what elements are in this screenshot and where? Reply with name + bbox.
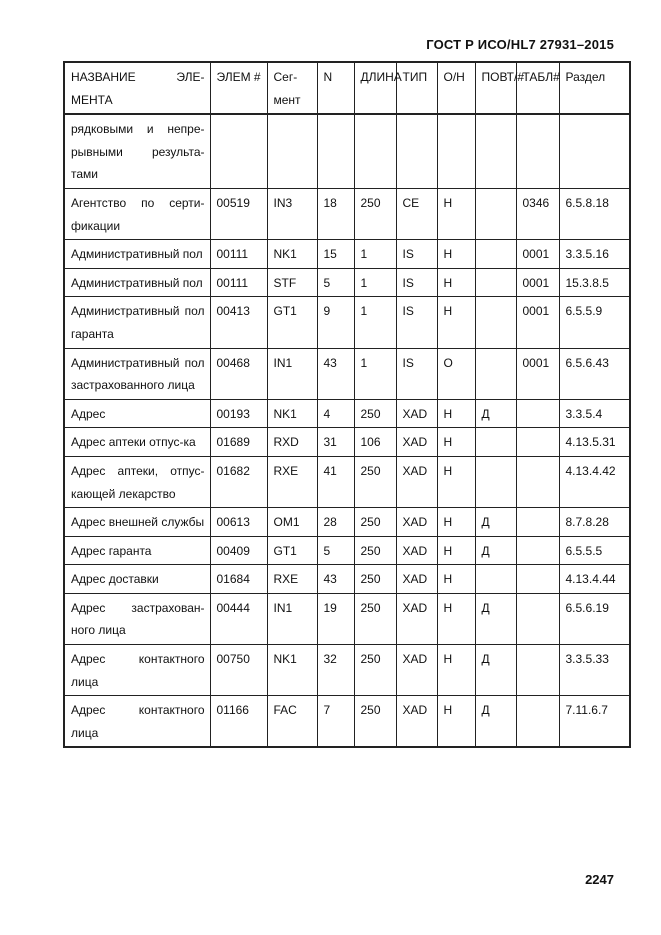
table-cell [516, 565, 559, 594]
section-cell: 3.3.5.16 [559, 240, 630, 269]
table-cell: 0001 [516, 240, 559, 269]
opt-cell: Н [437, 508, 475, 537]
table-cell [516, 508, 559, 537]
type-cell: XAD [396, 645, 437, 696]
column-header-name: НАЗВАНИЕ ЭЛЕ-МЕНТА [64, 62, 210, 114]
type-cell: IS [396, 348, 437, 399]
table-cell [516, 593, 559, 644]
segment-cell: IN1 [267, 593, 317, 644]
opt-cell: Н [437, 399, 475, 428]
repeat-cell [475, 240, 516, 269]
length-cell: 250 [354, 593, 396, 644]
section-cell: 4.13.4.44 [559, 565, 630, 594]
elem-cell: 00409 [210, 536, 267, 565]
name-cell: Адрес внешней службы [64, 508, 210, 537]
name-cell: Адрес контактного лица [64, 696, 210, 748]
n-cell: 5 [317, 268, 354, 297]
column-header-section: Раздел [559, 62, 630, 114]
type-cell: CE [396, 188, 437, 239]
column-header-type: ТИП [396, 62, 437, 114]
repeat-cell: Д [475, 593, 516, 644]
n-cell: 5 [317, 536, 354, 565]
section-cell: 6.5.5.5 [559, 536, 630, 565]
standard-number: ГОСТ Р ИСО/HL7 27931–2015 [426, 37, 614, 52]
column-header-repeat: ПОВТ/# [475, 62, 516, 114]
table-row [64, 565, 630, 594]
section-cell: 3.3.5.4 [559, 399, 630, 428]
length-cell: 1 [354, 297, 396, 348]
table-row [64, 645, 630, 696]
table-row [64, 696, 630, 748]
table-cell [516, 456, 559, 507]
name-cell: Адрес аптеки отпус-ка [64, 428, 210, 457]
n-cell: 19 [317, 593, 354, 644]
table-cell: 0001 [516, 268, 559, 297]
table-row [64, 240, 630, 269]
elem-cell: 00413 [210, 297, 267, 348]
elem-cell: 00193 [210, 399, 267, 428]
table-cell: 0001 [516, 297, 559, 348]
table-cell [516, 696, 559, 748]
page-number: 2247 [585, 872, 614, 887]
repeat-cell [475, 565, 516, 594]
section-cell: 8.7.8.28 [559, 508, 630, 537]
n-cell: 15 [317, 240, 354, 269]
segment-cell: OM1 [267, 508, 317, 537]
name-cell: Адрес доставки [64, 565, 210, 594]
segment-cell: FAC [267, 696, 317, 748]
table-row [64, 456, 630, 507]
column-header-length: ДЛИНА [354, 62, 396, 114]
section-cell: 6.5.5.9 [559, 297, 630, 348]
column-header-opt: О/Н [437, 62, 475, 114]
length-cell: 106 [354, 428, 396, 457]
name-cell: рядковыми и непре-рывными результа-тами [64, 114, 210, 188]
table-cell [516, 399, 559, 428]
table-row [64, 114, 630, 188]
type-cell [396, 114, 437, 188]
elem-cell: 01684 [210, 565, 267, 594]
segment-cell: GT1 [267, 297, 317, 348]
n-cell: 9 [317, 297, 354, 348]
length-cell: 1 [354, 348, 396, 399]
repeat-cell [475, 428, 516, 457]
table-row [64, 428, 630, 457]
table-cell [516, 536, 559, 565]
type-cell: XAD [396, 456, 437, 507]
section-cell: 6.5.6.43 [559, 348, 630, 399]
length-cell: 250 [354, 696, 396, 748]
section-cell: 7.11.6.7 [559, 696, 630, 748]
type-cell: IS [396, 297, 437, 348]
repeat-cell: Д [475, 696, 516, 748]
table-row [64, 593, 630, 644]
type-cell: XAD [396, 508, 437, 537]
segment-cell: GT1 [267, 536, 317, 565]
elem-cell: 01682 [210, 456, 267, 507]
type-cell: XAD [396, 399, 437, 428]
n-cell: 31 [317, 428, 354, 457]
elem-cell: 01689 [210, 428, 267, 457]
type-cell: XAD [396, 536, 437, 565]
opt-cell: Н [437, 565, 475, 594]
opt-cell [437, 114, 475, 188]
elem-cell: 00468 [210, 348, 267, 399]
n-cell: 32 [317, 645, 354, 696]
name-cell: Административный пол [64, 268, 210, 297]
opt-cell: Н [437, 456, 475, 507]
n-cell: 41 [317, 456, 354, 507]
column-header-n: N [317, 62, 354, 114]
table-row [64, 348, 630, 399]
repeat-cell: Д [475, 645, 516, 696]
segment-cell: NK1 [267, 645, 317, 696]
length-cell: 1 [354, 268, 396, 297]
opt-cell: Н [437, 297, 475, 348]
repeat-cell: Д [475, 508, 516, 537]
type-cell: XAD [396, 696, 437, 748]
name-cell: Адрес контактного лица [64, 645, 210, 696]
table-row [64, 297, 630, 348]
n-cell: 7 [317, 696, 354, 748]
name-cell: Адрес аптеки, отпус-кающей лекарство [64, 456, 210, 507]
name-cell: Административный пол [64, 240, 210, 269]
table-cell: 0001 [516, 348, 559, 399]
segment-cell: NK1 [267, 399, 317, 428]
column-header-segment: Сег-мент [267, 62, 317, 114]
type-cell: XAD [396, 565, 437, 594]
opt-cell: Н [437, 428, 475, 457]
segment-cell: IN3 [267, 188, 317, 239]
length-cell: 250 [354, 536, 396, 565]
length-cell [354, 114, 396, 188]
name-cell: Административный пол застрахованного лица [64, 348, 210, 399]
opt-cell: Н [437, 696, 475, 748]
section-cell: 15.3.8.5 [559, 268, 630, 297]
n-cell: 4 [317, 399, 354, 428]
length-cell: 1 [354, 240, 396, 269]
name-cell: Агентство по серти-фикации [64, 188, 210, 239]
elem-cell: 00750 [210, 645, 267, 696]
repeat-cell: Д [475, 536, 516, 565]
elem-cell: 00519 [210, 188, 267, 239]
type-cell: IS [396, 240, 437, 269]
elem-cell: 00444 [210, 593, 267, 644]
segment-cell: IN1 [267, 348, 317, 399]
section-cell: 6.5.8.18 [559, 188, 630, 239]
elem-cell: 00613 [210, 508, 267, 537]
table-cell: 0346 [516, 188, 559, 239]
opt-cell: Н [437, 593, 475, 644]
column-header-elem: ЭЛЕМ # [210, 62, 267, 114]
type-cell: XAD [396, 593, 437, 644]
opt-cell: Н [437, 645, 475, 696]
section-cell [559, 114, 630, 188]
opt-cell: Н [437, 268, 475, 297]
n-cell [317, 114, 354, 188]
elem-cell [210, 114, 267, 188]
table-header-row [64, 62, 630, 114]
length-cell: 250 [354, 565, 396, 594]
repeat-cell [475, 456, 516, 507]
repeat-cell [475, 348, 516, 399]
table-row [64, 399, 630, 428]
elem-cell: 00111 [210, 240, 267, 269]
section-cell: 6.5.6.19 [559, 593, 630, 644]
table-cell [516, 428, 559, 457]
segment-cell [267, 114, 317, 188]
table-body [64, 62, 630, 747]
length-cell: 250 [354, 456, 396, 507]
segment-cell: STF [267, 268, 317, 297]
opt-cell: Н [437, 536, 475, 565]
table-row [64, 188, 630, 239]
type-cell: XAD [396, 428, 437, 457]
section-cell: 4.13.5.31 [559, 428, 630, 457]
segment-cell: RXE [267, 565, 317, 594]
table-row [64, 536, 630, 565]
type-cell: IS [396, 268, 437, 297]
length-cell: 250 [354, 645, 396, 696]
column-header-table: ТАБЛ# [516, 62, 559, 114]
name-cell: Адрес гаранта [64, 536, 210, 565]
elem-cell: 00111 [210, 268, 267, 297]
opt-cell: Н [437, 188, 475, 239]
opt-cell: Н [437, 240, 475, 269]
table-cell [516, 645, 559, 696]
repeat-cell [475, 297, 516, 348]
name-cell: Адрес застрахован-ного лица [64, 593, 210, 644]
segment-cell: NK1 [267, 240, 317, 269]
repeat-cell [475, 268, 516, 297]
n-cell: 43 [317, 565, 354, 594]
segment-cell: RXD [267, 428, 317, 457]
name-cell: Адрес [64, 399, 210, 428]
elem-cell: 01166 [210, 696, 267, 748]
n-cell: 18 [317, 188, 354, 239]
table-cell [516, 114, 559, 188]
name-cell: Административный пол гаранта [64, 297, 210, 348]
table-row [64, 508, 630, 537]
section-cell: 3.3.5.33 [559, 645, 630, 696]
repeat-cell [475, 114, 516, 188]
section-cell: 4.13.4.42 [559, 456, 630, 507]
repeat-cell: Д [475, 399, 516, 428]
length-cell: 250 [354, 399, 396, 428]
data-elements-table [63, 61, 631, 748]
length-cell: 250 [354, 188, 396, 239]
n-cell: 43 [317, 348, 354, 399]
repeat-cell [475, 188, 516, 239]
n-cell: 28 [317, 508, 354, 537]
length-cell: 250 [354, 508, 396, 537]
opt-cell: О [437, 348, 475, 399]
table-row [64, 268, 630, 297]
segment-cell: RXE [267, 456, 317, 507]
